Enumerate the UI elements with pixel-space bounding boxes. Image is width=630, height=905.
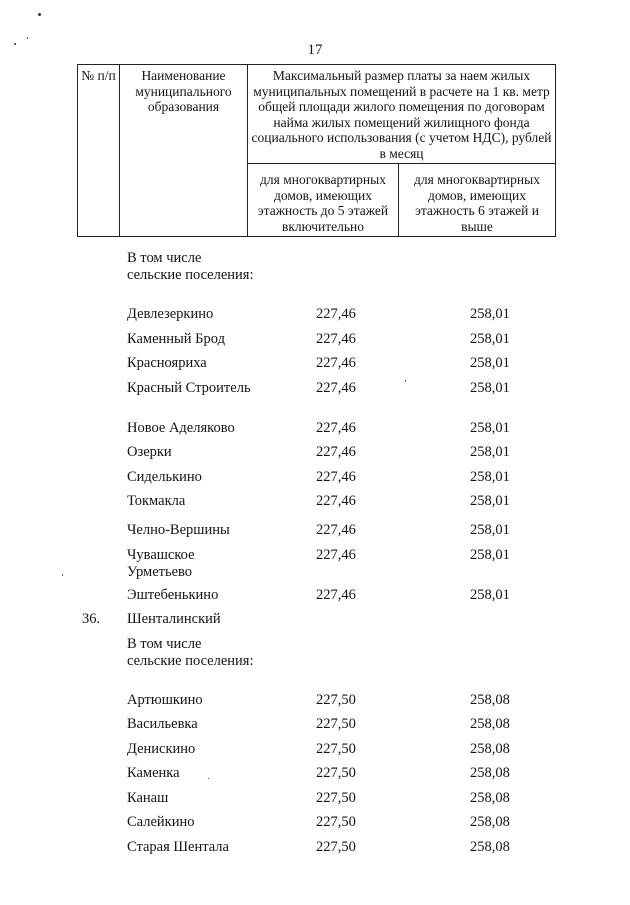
table-row	[0, 634, 630, 690]
row-name: Артюшкино	[127, 691, 203, 708]
table-row	[0, 545, 630, 585]
row-name: В том числе сельские поселения:	[127, 250, 254, 283]
header-col-name: Наименование муниципального образования	[120, 65, 248, 237]
row-value-up-to-5: 227,46	[316, 493, 356, 509]
row-value-up-to-5: 227,46	[316, 379, 356, 396]
row-name: Васильевка	[127, 716, 198, 732]
row-name: Каменка	[127, 765, 180, 781]
header-col-up-to-5-floors: для многоквартирных домов, имеющих этажность до 5 этажей включительно	[248, 164, 399, 237]
row-value-up-to-5: 227,50	[316, 691, 356, 708]
row-name: Сиделькино	[127, 468, 202, 485]
row-value-up-to-5: 227,46	[316, 468, 356, 485]
table-row	[0, 690, 630, 715]
table-row	[0, 353, 630, 378]
row-value-6-plus: 258,01	[470, 444, 510, 460]
row-name: Токмакла	[127, 493, 186, 509]
row-name: Девлезеркино	[127, 306, 214, 322]
row-value-up-to-5: 227,50	[316, 765, 356, 781]
header-col-6-floors-and-above: для многоквартирных домов, имеющих этажность 6 этажей и выше	[399, 164, 556, 237]
row-value-up-to-5: 227,50	[316, 789, 356, 806]
row-name: Каменный Брод	[127, 330, 225, 347]
row-value-6-plus: 258,01	[470, 379, 510, 396]
row-value-6-plus: 258,08	[470, 740, 510, 757]
table-row	[0, 788, 630, 813]
row-value-up-to-5: 227,46	[316, 546, 356, 563]
table-row	[0, 763, 630, 788]
table-row	[0, 739, 630, 764]
row-value-6-plus: 258,08	[470, 691, 510, 708]
table-row	[0, 491, 630, 520]
row-value-up-to-5: 227,50	[316, 814, 356, 830]
row-name: Озерки	[127, 444, 172, 460]
row-name: В том числе сельские поселения:	[127, 635, 254, 669]
row-value-6-plus: 258,01	[470, 355, 510, 371]
row-value-up-to-5: 227,46	[316, 330, 356, 347]
row-value-up-to-5: 227,46	[316, 522, 356, 538]
row-name: Красный Строитель	[127, 379, 251, 396]
row-value-6-plus: 258,08	[470, 716, 510, 732]
header-col-group: Максимальный размер платы за наем жилых муниципальных помещений в расчете на 1 кв. метр общей площади жилого помещения по договорам найма жилых помещений жилищного фонда социального использования (с учетом НДС), рублей в месяц	[248, 65, 556, 164]
row-name: Чувашское Урметьево	[127, 546, 195, 580]
row-value-up-to-5: 227,46	[316, 444, 356, 460]
row-value-up-to-5: 227,50	[316, 716, 356, 732]
row-value-6-plus: 258,01	[470, 419, 510, 436]
row-value-6-plus: 258,01	[470, 493, 510, 509]
row-value-up-to-5: 227,46	[316, 586, 356, 603]
row-value-6-plus: 258,08	[470, 838, 510, 855]
row-name: Салейкино	[127, 814, 195, 830]
row-number: 36.	[82, 611, 101, 627]
row-name: Эштебенькино	[127, 586, 219, 603]
table-row	[0, 812, 630, 837]
row-value-6-plus: 258,01	[470, 468, 510, 485]
table-row	[0, 304, 630, 329]
table-row	[0, 520, 630, 545]
row-value-6-plus: 258,01	[470, 306, 510, 322]
table-row	[0, 609, 630, 634]
row-name: Денискино	[127, 740, 196, 757]
row-value-6-plus: 258,08	[470, 814, 510, 830]
table-row	[0, 378, 630, 418]
row-value-6-plus: 258,01	[470, 546, 510, 563]
table-row	[0, 585, 630, 610]
table-header	[77, 64, 556, 237]
table-row	[0, 714, 630, 739]
row-name: Шенталинский	[127, 611, 221, 627]
row-value-6-plus: 258,08	[470, 765, 510, 781]
row-value-up-to-5: 227,50	[316, 740, 356, 757]
row-name: Канаш	[127, 789, 169, 806]
row-value-6-plus: 258,08	[470, 789, 510, 806]
row-name: Старая Шентала	[127, 838, 229, 855]
header-col-number: № п/п	[78, 65, 120, 237]
row-value-up-to-5: 227,46	[316, 306, 356, 322]
table-row	[0, 442, 630, 467]
row-name: Новое Аделяково	[127, 419, 235, 436]
row-value-6-plus: 258,01	[470, 330, 510, 347]
row-value-6-plus: 258,01	[470, 522, 510, 538]
row-name: Краснояриха	[127, 355, 207, 371]
row-value-up-to-5: 227,46	[316, 419, 356, 436]
table-row	[0, 467, 630, 492]
page-number: 17	[307, 42, 323, 58]
table-row	[0, 248, 630, 304]
table-row	[0, 837, 630, 862]
table-row	[0, 418, 630, 443]
row-value-6-plus: 258,01	[470, 586, 510, 603]
row-name: Челно-Вершины	[127, 522, 230, 538]
table-body	[0, 248, 630, 861]
row-value-up-to-5: 227,46	[316, 355, 356, 371]
table-row	[0, 329, 630, 354]
row-value-up-to-5: 227,50	[316, 838, 356, 855]
